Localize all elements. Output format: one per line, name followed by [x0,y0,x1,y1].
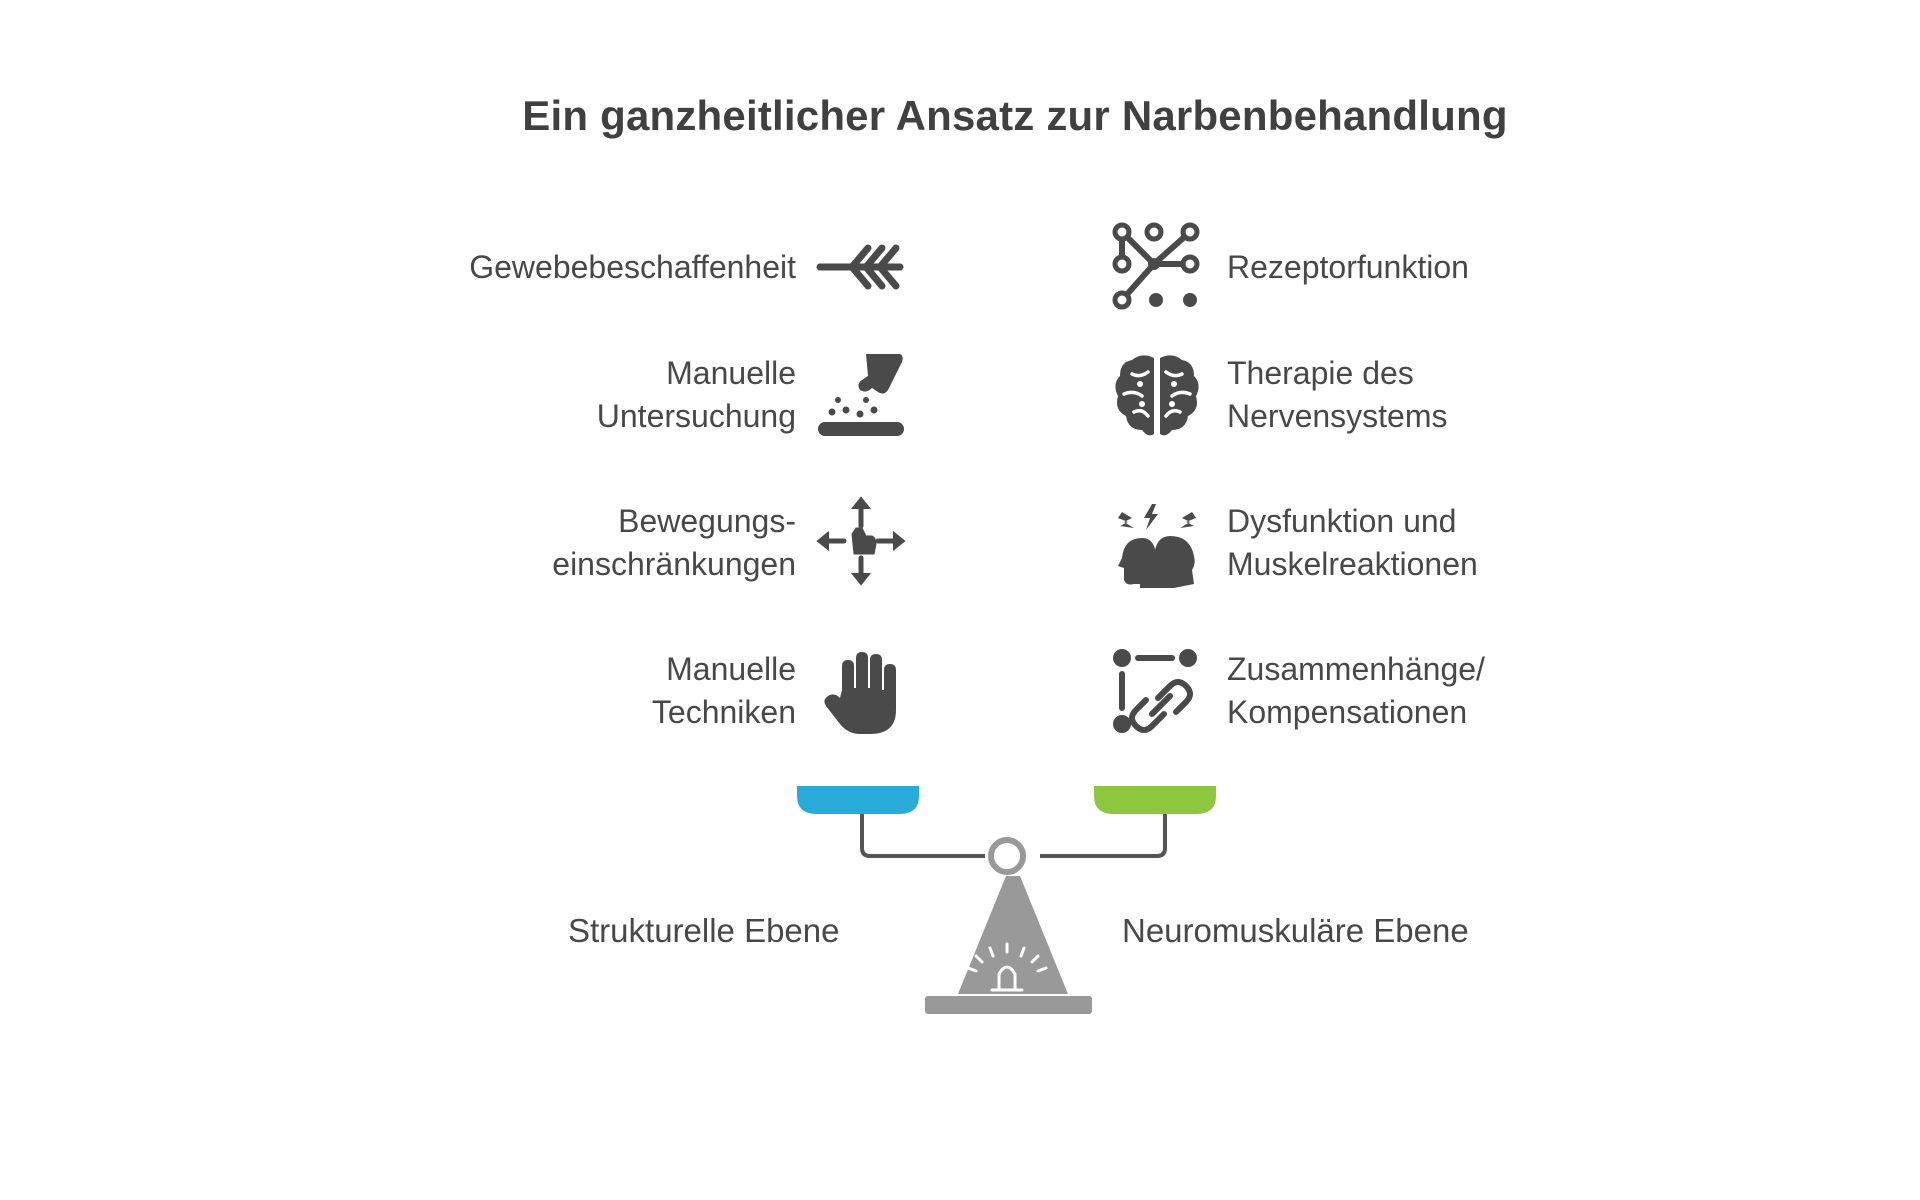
label-rezeptorfunktion: Rezeptorfunktion [1227,249,1469,285]
scale-beam [862,812,1165,856]
scale-pivot [991,840,1023,872]
label-dysfunktion-muskelreaktionen: Dysfunktion und Muskelreaktionen [1227,503,1478,582]
label-manuelle-untersuchung: Manuelle Untersuchung [596,355,796,434]
scale-base [925,996,1092,1014]
right-scale-pan [1094,786,1216,814]
label-manuelle-techniken: Manuelle Techniken [651,651,796,730]
hand-icon [820,648,910,738]
label-bewegungseinschraenkungen: Bewegungs- einschränkungen [552,503,796,582]
arrow-feather-icon [816,222,906,312]
left-level-label: Strukturelle Ebene [568,912,840,949]
left-scale-pan [797,786,919,814]
network-nodes-icon [1112,222,1202,312]
scale-light-icon [968,944,1046,990]
heads-lightning-icon [1112,500,1202,590]
label-gewebebeschaffenheit: Gewebebeschaffenheit [469,249,796,285]
label-therapie-des-nervensystems: Therapie des Nervensystems [1227,355,1448,434]
link-nodes-icon [1112,648,1202,738]
move-arrows-icon [816,496,906,586]
brain-icon [1112,350,1202,440]
diagram-title: Ein ganzheitlicher Ansatz zur Narbenbehandlung [522,92,1508,139]
scale-stand [958,876,1068,994]
label-zusammenhaenge-kompensationen: Zusammenhänge/ Kompensationen [1227,651,1485,730]
hand-press-icon [816,350,906,440]
right-level-label: Neuromuskuläre Ebene [1122,912,1469,949]
